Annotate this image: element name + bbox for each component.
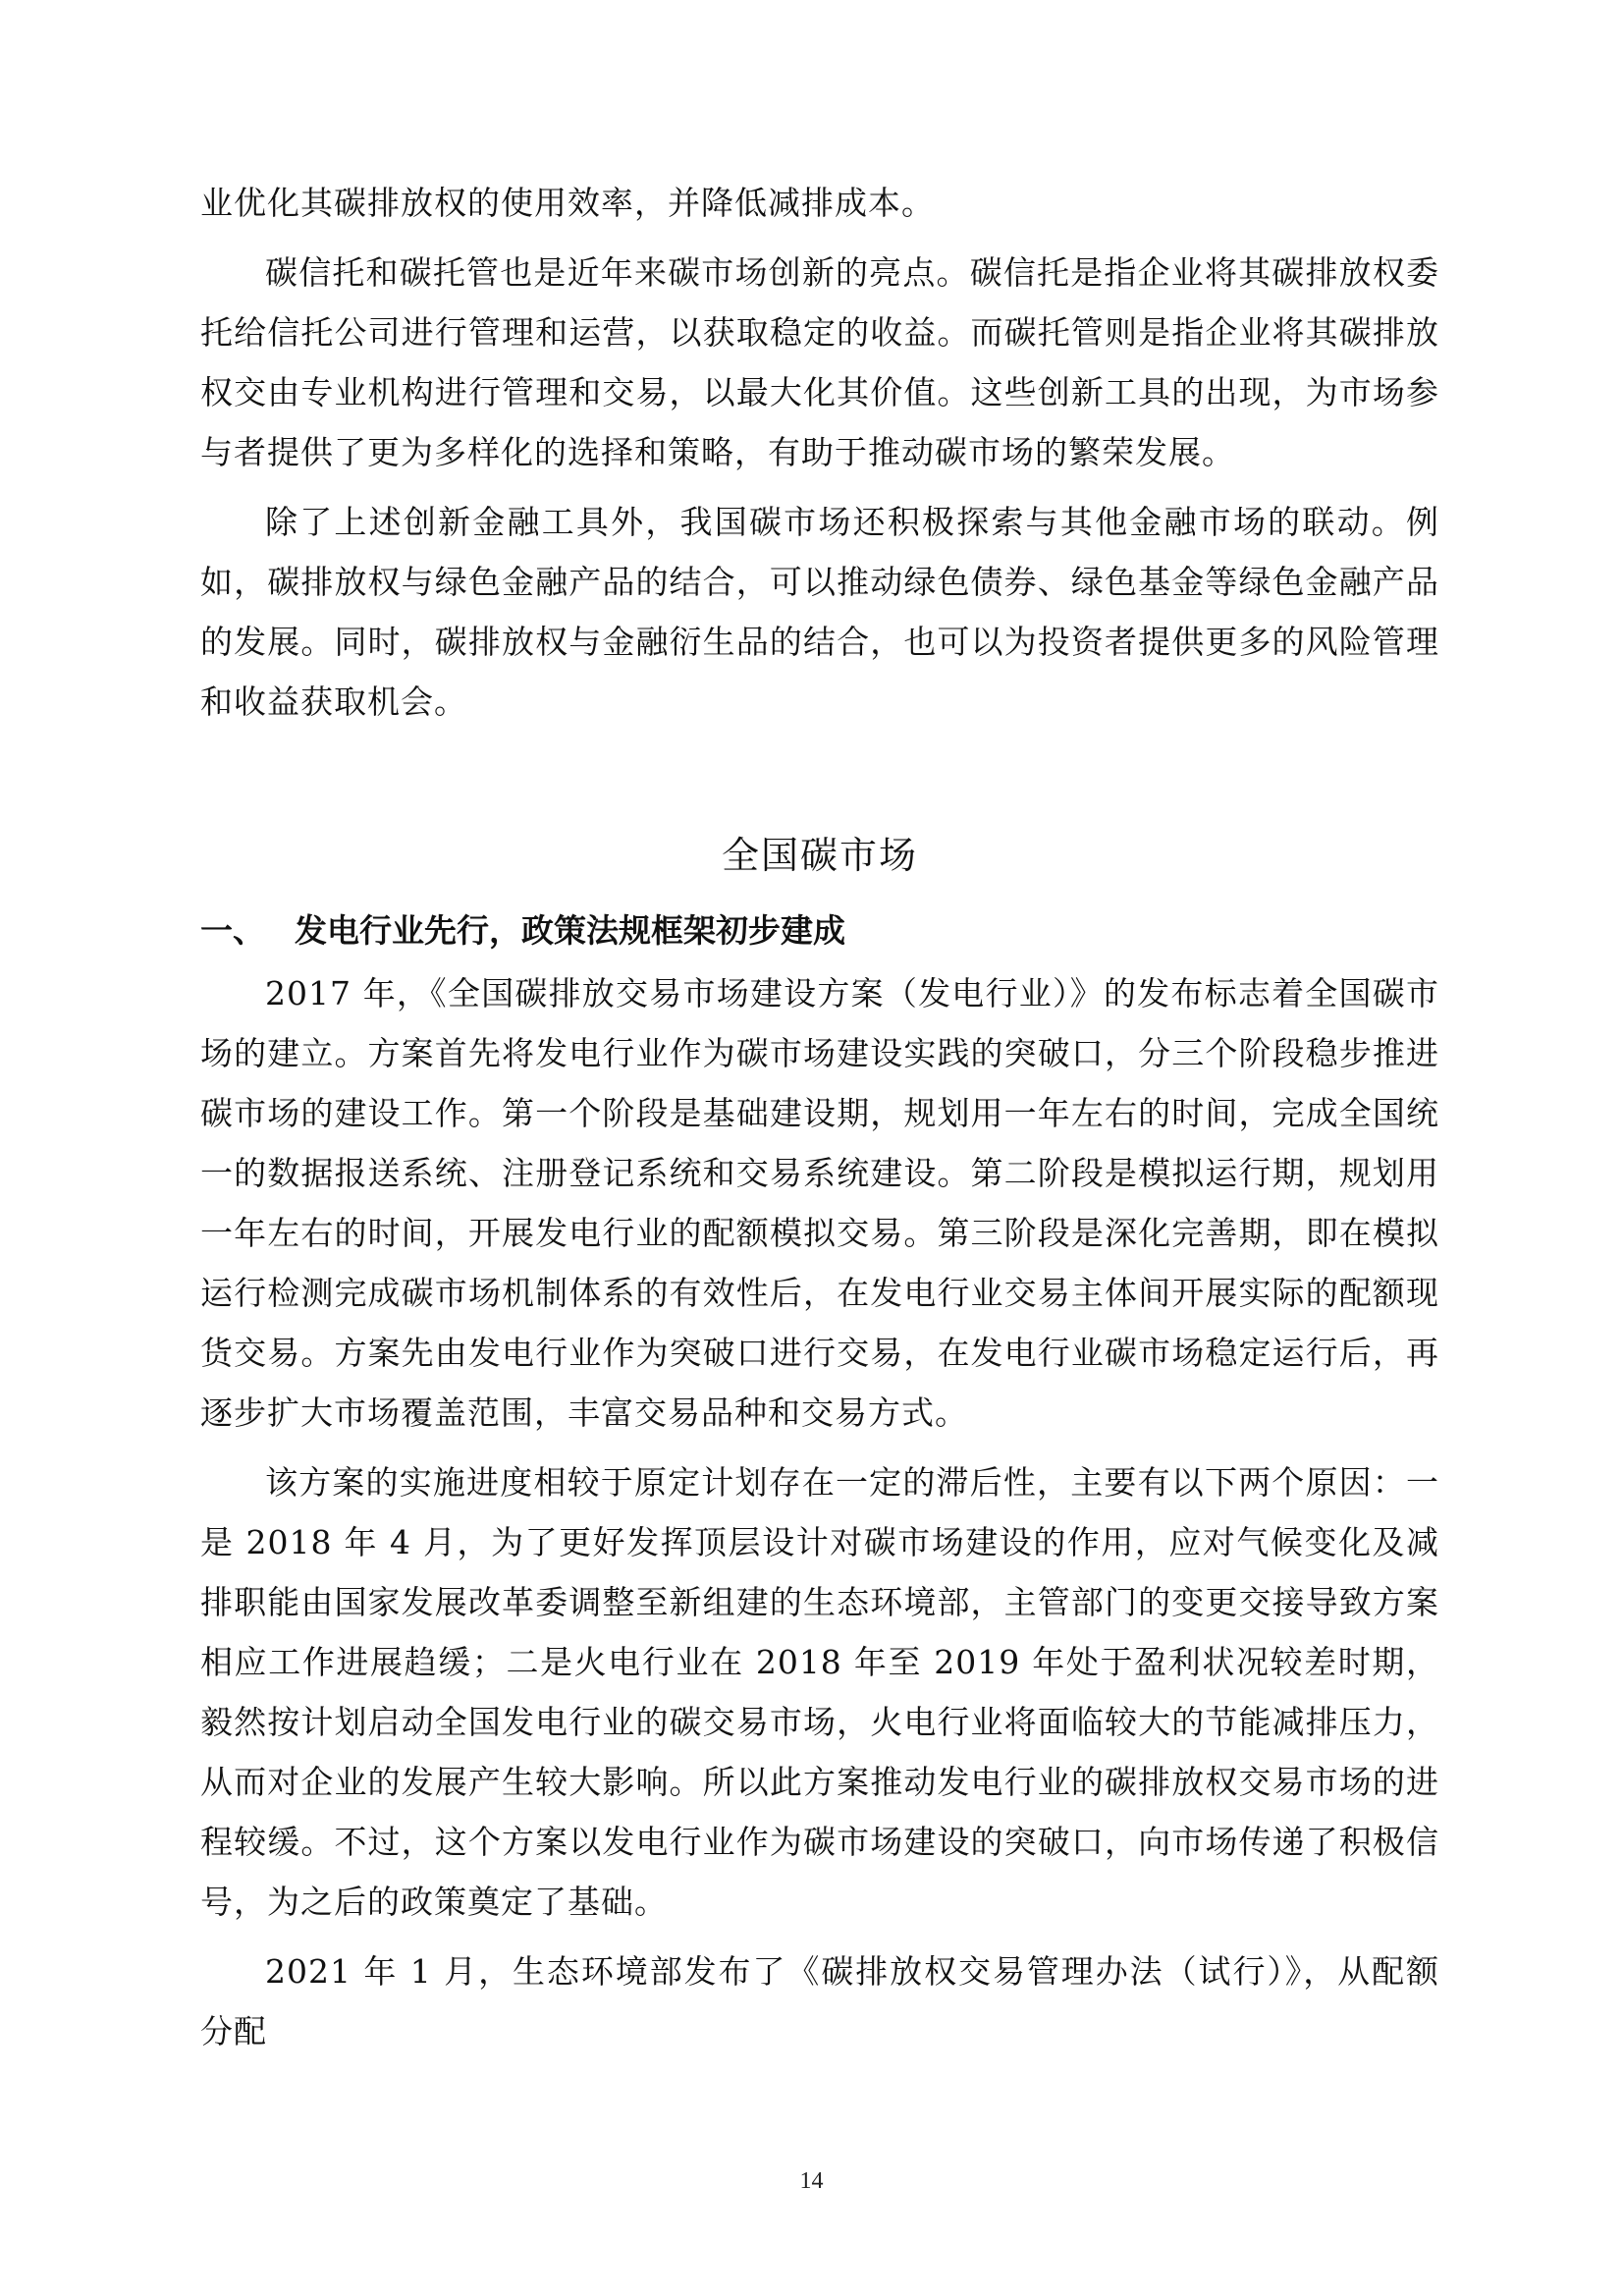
paragraph-5: 该方案的实施进度相较于原定计划存在一定的滞后性，主要有以下两个原因：一是 2018 年 4 月，为了更好发挥顶层设计对碳市场建设的作用，应对气候变化及减排职能由国家发展改革委调整至新组建的生态环境部，主管部门的变更交接导致方案相应工作进展趋缓；二是火电行业在 2018 年至 2019 年处于盈利状况较差时期，毅然按计划启动全国发电行业的碳交易市场，火电行业将面临较大的节能减排压力，从而对企业的发展产生较大影响。所以此方案推动发电行业的碳排放权交易市场的进程较缓。不过，这个方案以发电行业作为碳市场建设的突破口，向市场传递了积极信号，为之后的政策奠定了基础。 xyxy=(200,1463,1439,1921)
subsection-heading xyxy=(200,902,1439,959)
section-title: 全国碳市场 xyxy=(721,834,918,877)
paragraph-1: 业优化其碳排放权的使用效率，并降低减排成本。 xyxy=(200,184,935,222)
paragraph-6: 2021 年 1 月，生态环境部发布了《碳排放权交易管理办法（试行）》，从配额分配 xyxy=(200,1952,1439,2050)
paragraph-3: 除了上述创新金融工具外，我国碳市场还积极探索与其他金融市场的联动。例如，碳排放权与绿色金融产品的结合，可以推动绿色债券、绿色基金等绿色金融产品的发展。同时，碳排放权与金融衍生品的结合，也可以为投资者提供更多的风险管理和收益获取机会。 xyxy=(200,503,1439,721)
paragraph-2: 碳信托和碳托管也是近年来碳市场创新的亮点。碳信托是指企业将其碳排放权委托给信托公司进行管理和运营，以获取稳定的收益。而碳托管则是指企业将其碳排放权交由专业机构进行管理和交易，以最大化其价值。这些创新工具的出现，为市场参与者提供了更为多样化的选择和策略，有助于推动碳市场的繁荣发展。 xyxy=(200,253,1439,471)
paragraph-4: 2017 年，《全国碳排放交易市场建设方案（发电行业）》的发布标志着全国碳市场的建立。方案首先将发电行业作为碳市场建设实践的突破口，分三个阶段稳步推进碳市场的建设工作。第一个阶段是基础建设期，规划用一年左右的时间，完成全国统一的数据报送系统、注册登记系统和交易系统建设。第二阶段是模拟运行期，规划用一年左右的时间，开展发电行业的配额模拟交易。第三阶段是深化完善期，即在模拟运行检测完成碳市场机制体系的有效性后，在发电行业交易主体间开展实际的配额现货交易。方案先由发电行业作为突破口进行交易，在发电行业碳市场稳定运行后，再逐步扩大市场覆盖范围，丰富交易品种和交易方式。 xyxy=(200,974,1439,1432)
page-content xyxy=(200,173,1439,2061)
subsection-title: 发电行业先行，政策法规框架初步建成 xyxy=(295,911,845,950)
page-number: 14 xyxy=(799,2168,824,2194)
subsection-number: 一、 xyxy=(200,911,265,950)
